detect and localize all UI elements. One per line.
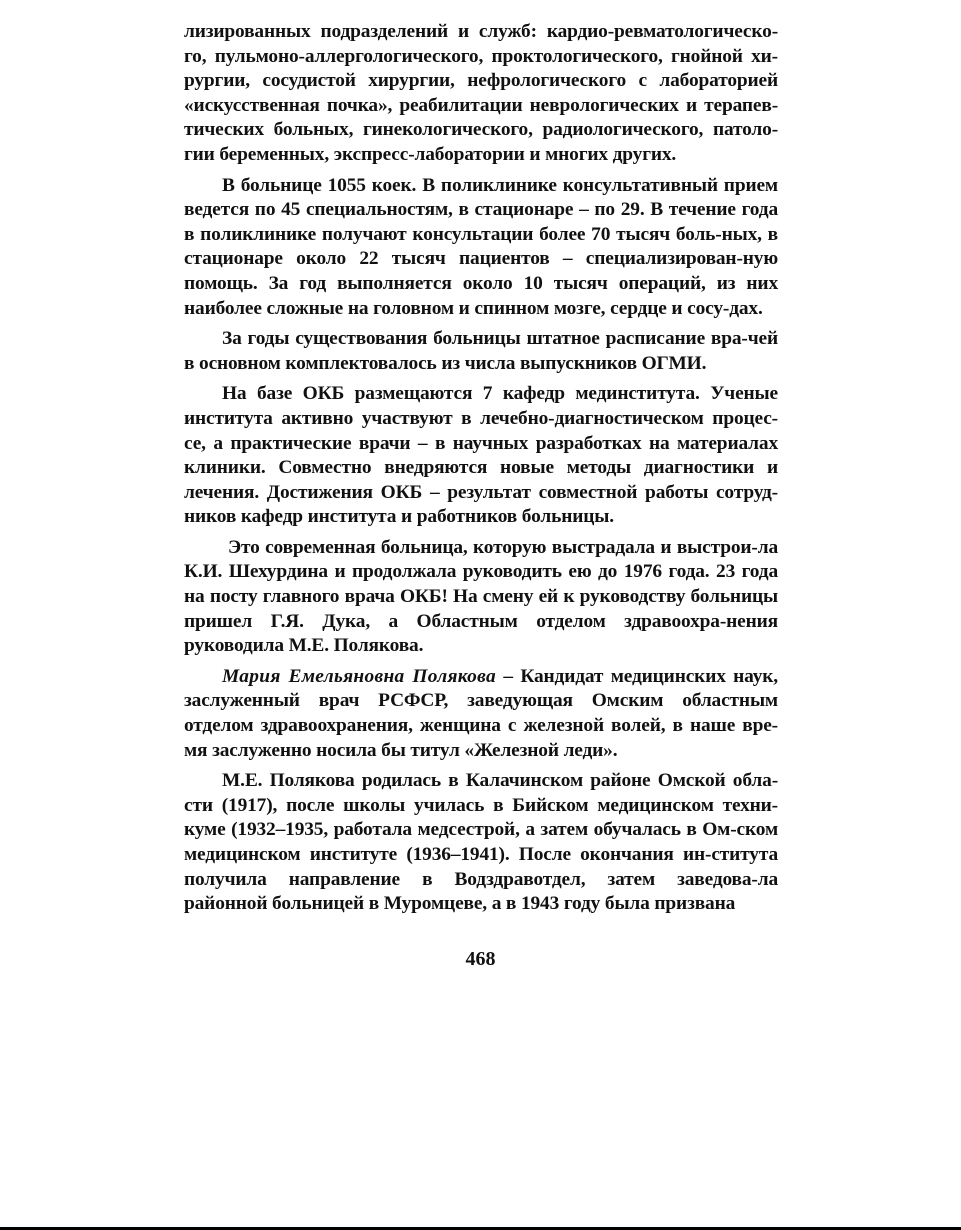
person-name-emphasis: Мария Емельяновна Полякова [222,665,496,687]
paragraph-departments-of-institute: На базе ОКБ размещаются 7 кафедр мединститута. Ученые института активно участвуют в лечебно-диагностическом процес-се, а практические врачи – в научных разработках на материалах клиники. Совместно внедряются новые методы диагностики и лечения. Достижения ОКБ – результат совместной работы сотруд-ников кафедр института и работников больницы. [184,383,778,528]
paragraph-hospital-capacity: В больнице 1055 коек. В поликлинике консультативный прием ведется по 45 специальностям, в стационаре – по 29. В течение года в поликлинике получают консультации более 70 тысяч боль-ных, в стационаре около 22 тысяч пациентов – специализирован-ную помощь. За год выполняется около 10 тысяч операций, из них наиболее сложные на головном и спинном мозге, сердце и сосу-дах. [184,174,778,319]
paragraph-polyakova-biography: М.Е. Полякова родилась в Калачинском районе Омской обла-сти (1917), после школы училась в Бийском медицинском техни-куме (1932–1935, работала медсестрой, а затем обучалась в Ом-ском медицинском институте (1936–1941). После окончания ин-ститута получила направление в Водздравотдел, затем заведова-ла районной больницей в Муромцеве, а в 1943 году была призвана [184,770,778,915]
paragraph-polyakova-intro-text: – Кандидат медицинских наук, заслуженный врач РСФСР, заведующая Омским областным отделом здравоохранения, женщина с железной волей, в наше вре-мя заслуженно носила бы титул «Железной леди». [184,665,778,761]
page-number: 468 [465,948,496,970]
paragraph-staffing: За годы существования больницы штатное расписание вра-чей в основном комплектовалось из числа выпускников ОГМИ. [184,328,778,374]
paragraph-shekhurdina: Это современная больница, которую выстрадала и выстрои-ла К.И. Шехурдина и продолжала руководить ею до 1976 года. 23 года на посту главного врача ОКБ! На смену ей к руководству больницы пришел Г.Я. Дука, а Областным отделом здравоохра-нения руководила М.Е. Полякова. [184,536,778,657]
paragraph-continuation-departments: лизированных подразделений и служб: кардио-ревматологическо-го, пульмоно-аллергологического, проктологического, гнойной хи-рургии, сосудистой хирургии, нефрологического с лабораторией «искусственная почка», реабилитации неврологических и терапев-тических больных, гинекологического, радиологического, патоло-гии беременных, экспресс-лаборатории и многих других. [184,21,778,165]
paragraph-polyakova-intro [184,665,778,763]
body-text [184,20,778,923]
